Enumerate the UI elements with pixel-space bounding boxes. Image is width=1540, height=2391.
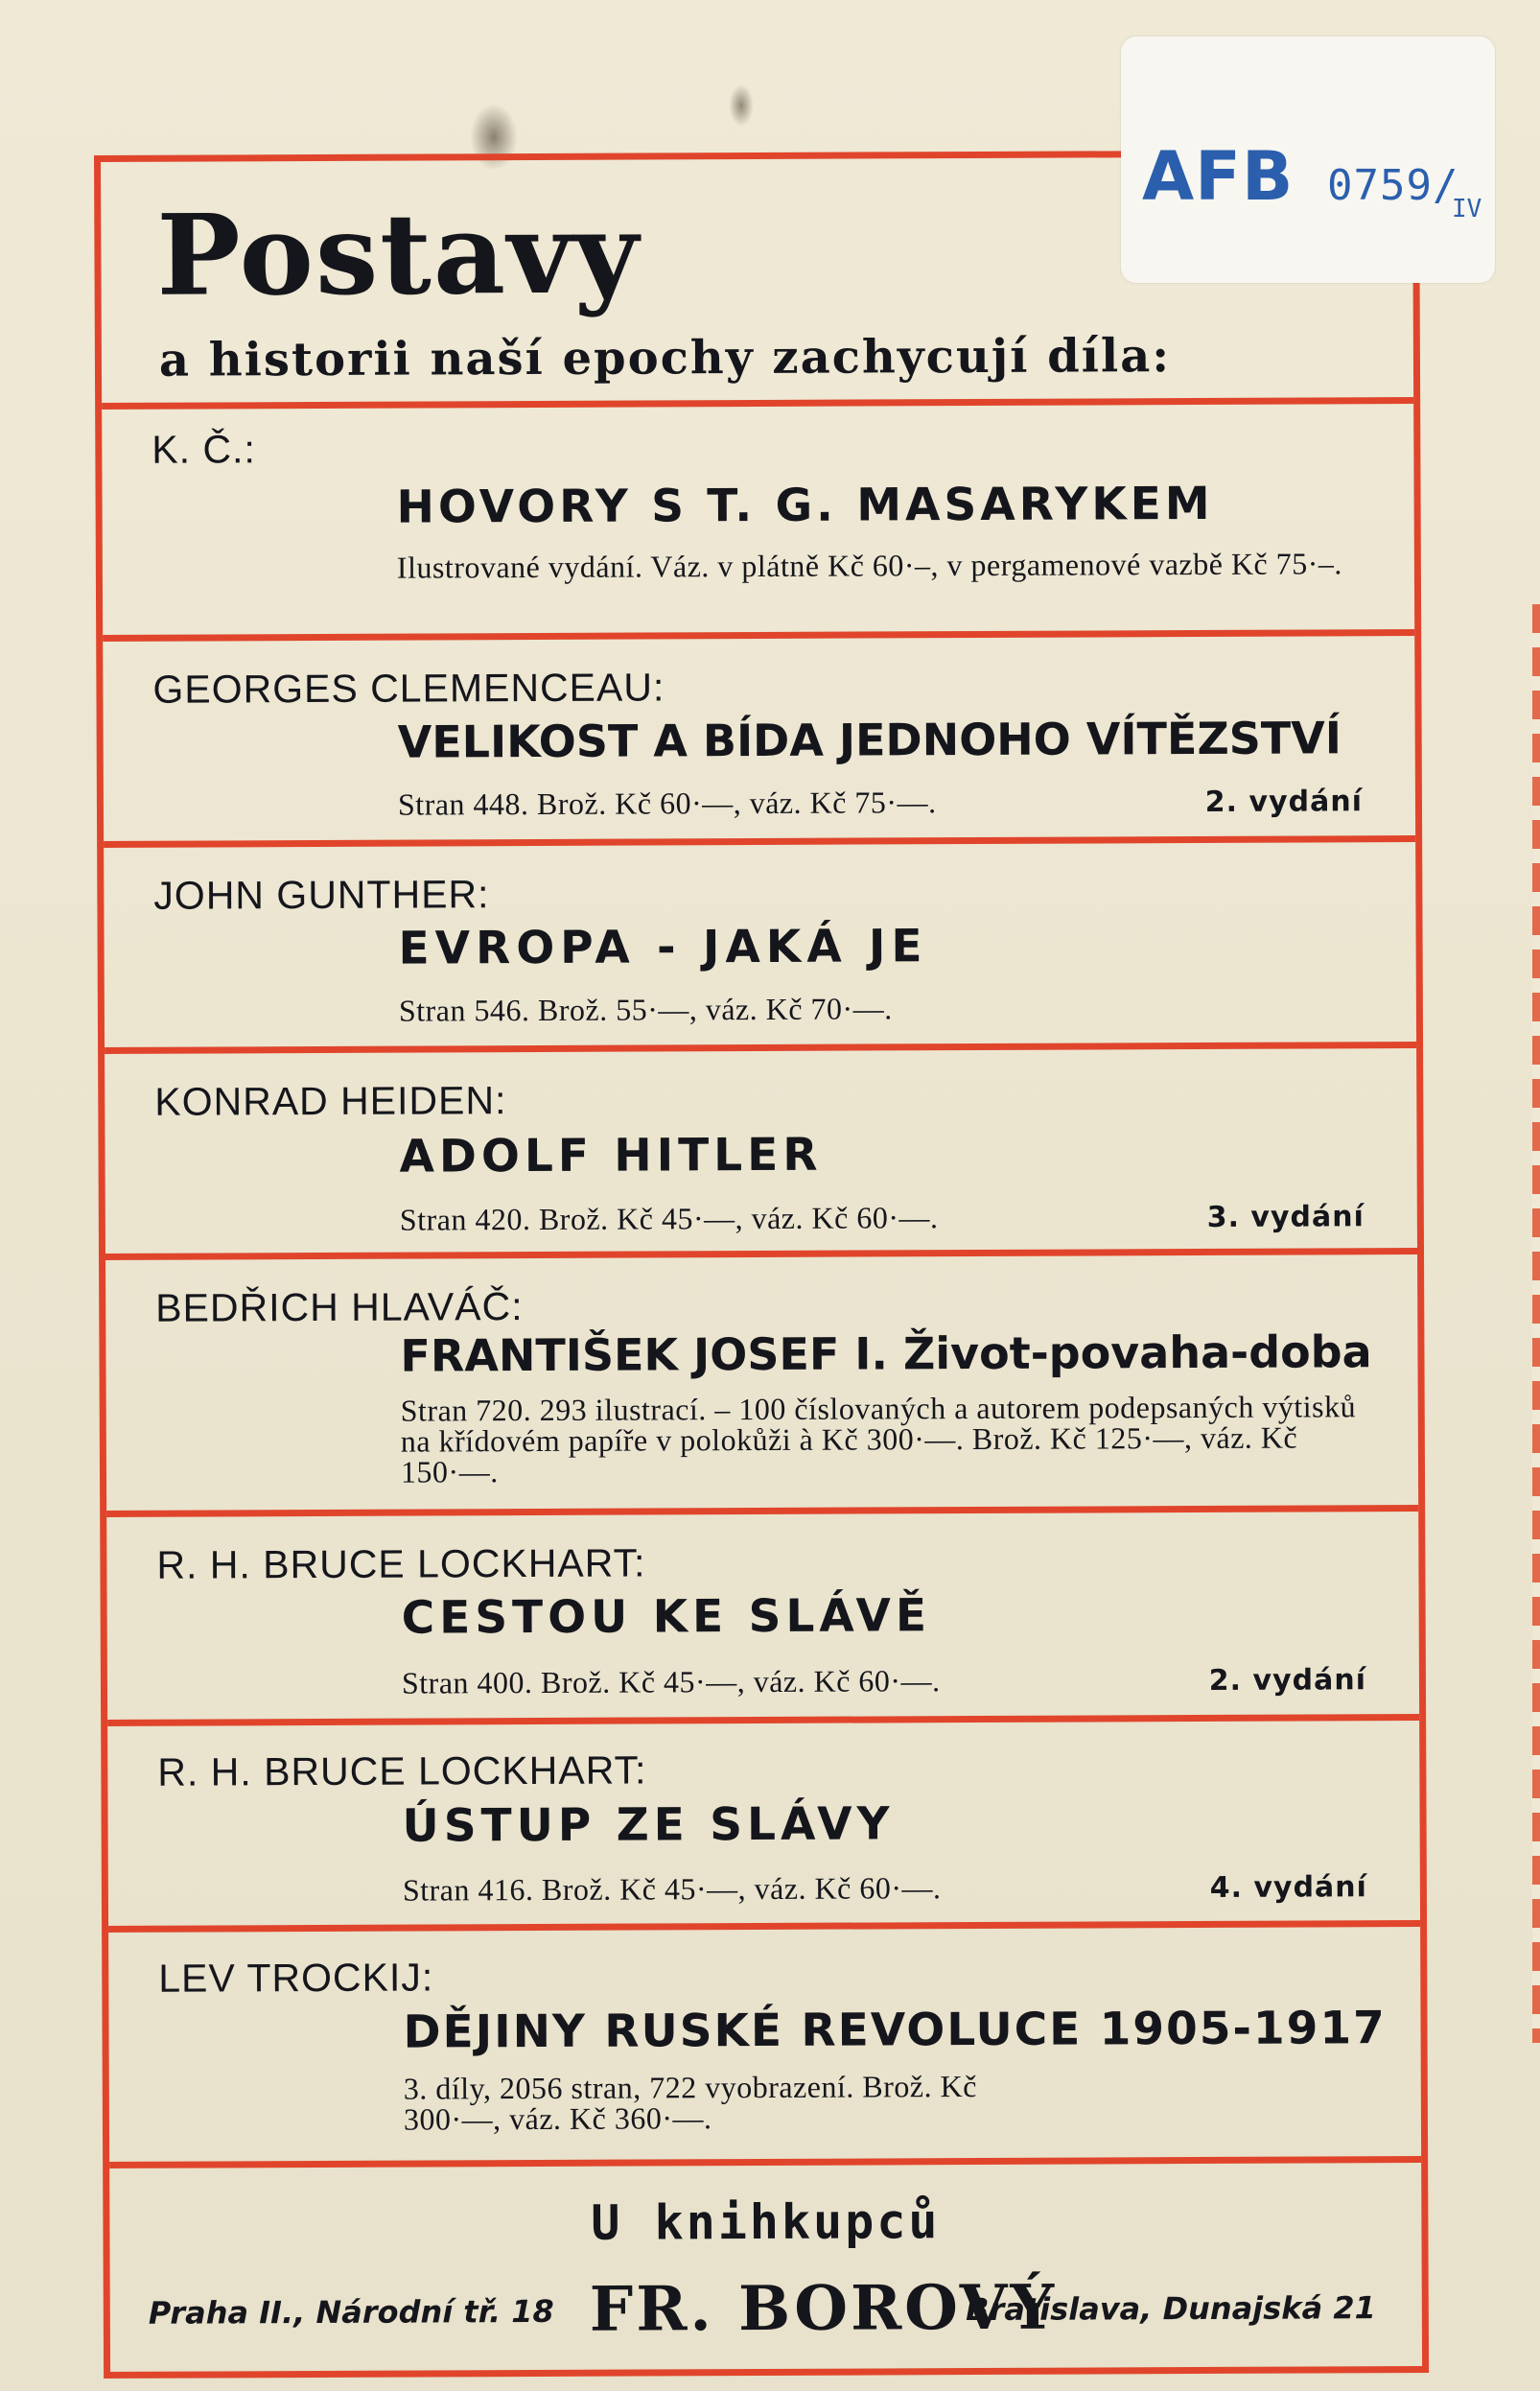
book-description: Stran 420. Brož. Kč 45·—, váz. Kč 60·—. bbox=[399, 1200, 939, 1237]
footer-line: U knihkupců bbox=[591, 2193, 941, 2251]
publisher-name: FR. BOROVÝ bbox=[589, 2271, 1058, 2346]
book-entry bbox=[105, 1254, 1418, 1517]
book-title: DĚJINY RUSKÉ REVOLUCE 1905-1917 bbox=[403, 2002, 1387, 2059]
book-author: KONRAD HEIDEN: bbox=[154, 1078, 507, 1124]
book-title: VELIKOST A BÍDA JEDNOHO VÍTĚZSTVÍ bbox=[397, 712, 1342, 768]
book-entry bbox=[105, 1048, 1417, 1260]
book-description: Stran 720. 293 ilustrací. – 100 číslovaných a autorem podepsaných výtisků na křídovém papíře v polokůži à Kč 300·—. Brož. Kč 125·—, váz. Kč 150·—. bbox=[400, 1389, 1357, 1489]
book-title: EVROPA - JAKÁ JE bbox=[398, 920, 928, 975]
book-author: LEV TROCKIJ: bbox=[158, 1955, 434, 2001]
book-title: ADOLF HITLER bbox=[399, 1128, 823, 1184]
page-subtitle: a historii naší epochy zachycují díla: bbox=[158, 329, 1172, 387]
book-title: CESTOU KE SLÁVĚ bbox=[401, 1589, 932, 1645]
archive-code: AFB bbox=[1142, 137, 1295, 216]
book-entry bbox=[107, 1721, 1420, 1933]
address-prague: Praha II., Národní tř. 18 bbox=[148, 2292, 554, 2332]
book-author: JOHN GUNTHER: bbox=[153, 872, 490, 918]
book-description: Ilustrované vydání. Váz. v plátně Kč 60·–, v pergamenové vazbě Kč 75·–. bbox=[396, 546, 1342, 585]
book-author: K. Č.: bbox=[152, 427, 256, 472]
book-edition: 2. vydání bbox=[1204, 785, 1364, 819]
book-entry bbox=[106, 1512, 1419, 1726]
book-edition: 3. vydání bbox=[1206, 1200, 1365, 1234]
book-title: FRANTIŠEK JOSEF I. Život-povaha-doba bbox=[400, 1325, 1372, 1382]
footer bbox=[109, 2163, 1422, 2385]
book-description: Stran 546. Brož. 55·—, váz. Kč 70·—. bbox=[398, 991, 893, 1028]
archive-label bbox=[1121, 36, 1495, 283]
book-author: R. H. BRUCE LOCKHART: bbox=[156, 1540, 646, 1587]
red-edge-strip bbox=[1532, 604, 1540, 2043]
book-author: GEORGES CLEMENCEAU: bbox=[152, 665, 665, 712]
book-edition: 2. vydání bbox=[1208, 1663, 1367, 1698]
book-edition: 4. vydání bbox=[1209, 1870, 1367, 1905]
page-title: Postavy bbox=[156, 188, 642, 321]
archive-volume: IV bbox=[1452, 195, 1482, 223]
book-entry bbox=[102, 404, 1414, 642]
book-description: Stran 400. Brož. Kč 45·—, váz. Kč 60·—. bbox=[401, 1663, 941, 1700]
red-frame bbox=[94, 150, 1429, 2379]
book-title: HOVORY S T. G. MASARYKEM bbox=[396, 477, 1214, 534]
book-entry bbox=[103, 636, 1415, 848]
address-bratislava: Bratislava, Dunajská 21 bbox=[966, 2289, 1376, 2329]
paper-stain-small bbox=[729, 84, 754, 127]
book-author: R. H. BRUCE LOCKHART: bbox=[157, 1747, 647, 1794]
book-author: BEDŘICH HLAVÁČ: bbox=[155, 1284, 524, 1330]
book-description: 3. díly, 2056 stran, 722 vyobrazení. Brož. Kč 300·—, váz. Kč 360·—. bbox=[403, 2069, 977, 2137]
archive-number: 0759/ bbox=[1327, 161, 1459, 210]
book-entry bbox=[104, 842, 1416, 1054]
book-entry bbox=[108, 1927, 1421, 2168]
book-description: Stran 416. Brož. Kč 45·—, váz. Kč 60·—. bbox=[402, 1870, 942, 1908]
book-title: ÚSTUP ZE SLÁVY bbox=[402, 1797, 895, 1853]
book-description: Stran 448. Brož. Kč 60·—, váz. Kč 75·—. bbox=[397, 785, 937, 822]
